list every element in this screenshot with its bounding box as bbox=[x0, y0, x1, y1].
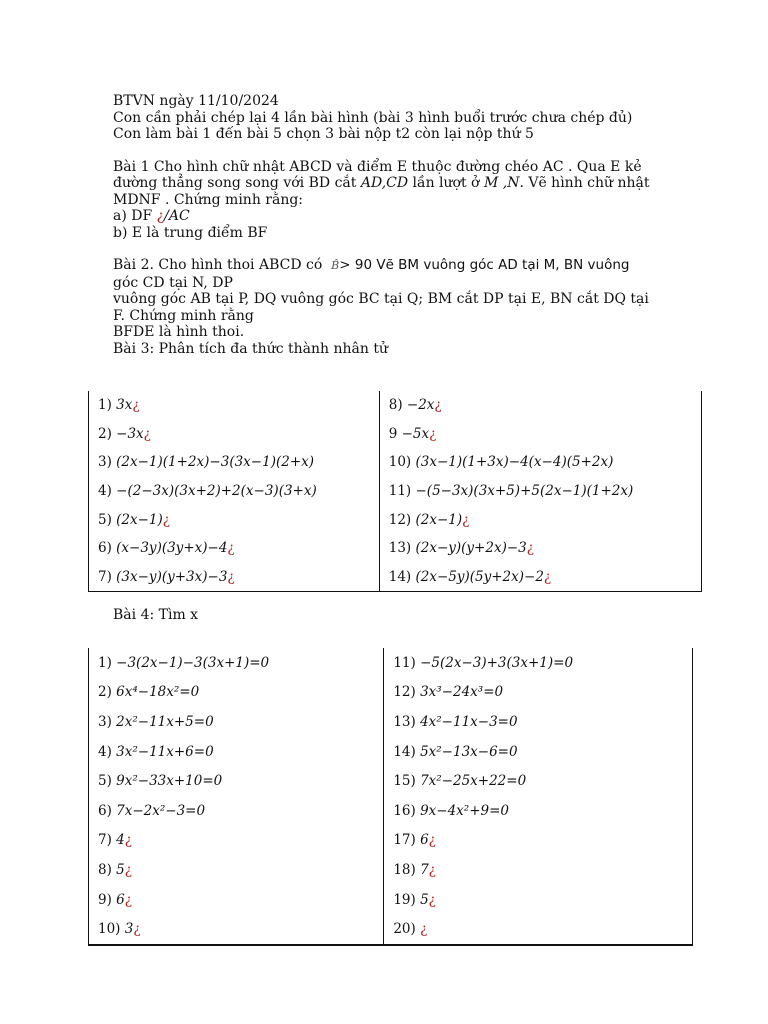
exercise-expression: (2x−5y)(5y+2x)−2 bbox=[415, 568, 544, 585]
table-row bbox=[89, 505, 702, 534]
exercise-cell bbox=[379, 391, 701, 420]
exercise-expression: 6 bbox=[420, 832, 429, 849]
exercise-cell bbox=[89, 766, 384, 796]
unrendered-glyph: ¿ bbox=[420, 921, 428, 938]
unrendered-glyph: ¿ bbox=[124, 861, 132, 878]
exercise-expression: 6 bbox=[116, 891, 125, 908]
exercise-cell bbox=[89, 826, 384, 856]
exercise-cell bbox=[379, 505, 701, 534]
exercise-number: 20) bbox=[393, 921, 421, 938]
unrendered-glyph: ¿ bbox=[526, 540, 534, 557]
unrendered-glyph: ¿ bbox=[227, 540, 235, 557]
exercise-expression: (2x−1) bbox=[116, 511, 163, 528]
exercise-cell bbox=[379, 563, 701, 592]
exercise-cell bbox=[384, 826, 693, 856]
exercise-cell bbox=[384, 766, 693, 796]
exercise-expression: 9x²−33x+10=0 bbox=[116, 773, 223, 790]
exercise-cell bbox=[89, 707, 384, 737]
unrendered-glyph: ¿ bbox=[162, 511, 171, 528]
bai1-part-b: b) E là trung điểm BF bbox=[113, 224, 268, 241]
exercise-expression: (2x−1)(1+2x)−3(3x−1)(2+x) bbox=[116, 454, 315, 471]
exercise-number: 13) bbox=[388, 540, 416, 557]
table-row bbox=[89, 648, 693, 678]
exercise-number: 10) bbox=[388, 454, 416, 471]
exercise-number: 1) bbox=[98, 654, 117, 671]
exercise-expression: 3x³−24x³=0 bbox=[420, 684, 504, 701]
exercise-expression: −2x bbox=[406, 397, 435, 414]
exercise-cell bbox=[89, 678, 384, 708]
exercise-cell bbox=[379, 477, 701, 506]
exercise-cell bbox=[384, 796, 693, 826]
bai1-part-a: a) DF ¿/AC bbox=[113, 208, 190, 224]
factoring-table bbox=[88, 391, 702, 592]
bai1-text: đường thẳng song song với BD cắt AD,CD lần lượt ở M ,N. Vẽ hình chữ nhật bbox=[113, 175, 650, 191]
exercise-cell bbox=[89, 737, 384, 767]
exercise-expression: (2x−y)(y+2x)−3 bbox=[415, 540, 527, 557]
table-row bbox=[89, 766, 693, 796]
exercise-expression: (x−3y)(3y+x)−4 bbox=[116, 540, 228, 557]
exercise-number: 16) bbox=[393, 802, 421, 819]
exercise-cell bbox=[89, 477, 380, 506]
exercise-number: 8) bbox=[98, 861, 117, 878]
exercise-number: 15) bbox=[393, 773, 421, 790]
table-row bbox=[89, 737, 693, 767]
exercise-expression: −3x bbox=[116, 425, 144, 442]
exercise-cell bbox=[89, 914, 384, 945]
exercise-expression: 5 bbox=[420, 891, 429, 908]
exercise-cell bbox=[379, 420, 701, 449]
exercise-number: 14) bbox=[388, 568, 416, 585]
exercise-expression: −(5−3x)(3x+5)+5(2x−1)(1+2x) bbox=[415, 483, 634, 500]
exercise-cell bbox=[384, 678, 693, 708]
unrendered-glyph: ¿ bbox=[543, 568, 552, 585]
exercise-number: 14) bbox=[393, 743, 421, 760]
exercise-number: 3) bbox=[98, 713, 117, 730]
exercise-cell bbox=[384, 737, 693, 767]
unrendered-glyph: ¿ bbox=[429, 425, 437, 442]
exercise-cell bbox=[384, 707, 693, 737]
bai1-text: Bài 1 Cho hình chữ nhật ABCD và điểm E thuộc đường chéo AC . Qua E kẻ bbox=[113, 158, 642, 175]
exercise-cell bbox=[89, 505, 380, 534]
exercise-number: 1) bbox=[98, 397, 117, 414]
table-row bbox=[89, 391, 702, 420]
table-row bbox=[89, 477, 702, 506]
exercise-number: 6) bbox=[98, 802, 117, 819]
exercise-number: 18) bbox=[393, 861, 421, 878]
table-row bbox=[89, 855, 693, 885]
bai2-text: góc CD tại N, DP bbox=[113, 274, 233, 291]
table-row bbox=[89, 707, 693, 737]
exercise-number: 4) bbox=[98, 743, 117, 760]
exercise-expression: 7 bbox=[420, 861, 429, 878]
exercise-expression: (3x−y)(y+3x)−3 bbox=[116, 568, 228, 585]
exercise-expression: −3(2x−1)−3(3x+1)=0 bbox=[116, 654, 270, 671]
exercise-expression: 6x⁴−18x²=0 bbox=[116, 684, 200, 701]
exercise-number: 7) bbox=[98, 568, 117, 585]
exercise-cell bbox=[89, 391, 380, 420]
exercise-cell bbox=[89, 796, 384, 826]
exercise-expression: 9x−4x²+9=0 bbox=[420, 802, 509, 819]
exercise-number: 19) bbox=[393, 891, 421, 908]
exercise-expression: 5x²−13x−6=0 bbox=[420, 743, 518, 760]
table-row bbox=[89, 678, 693, 708]
bai2-text: BFDE là hình thoi. bbox=[113, 324, 245, 340]
bai3-heading: Bài 3: Phân tích đa thức thành nhân tử bbox=[113, 340, 388, 357]
exercise-expression: 3 bbox=[124, 921, 134, 938]
exercise-number: 5) bbox=[98, 511, 117, 528]
table-row bbox=[89, 885, 693, 915]
exercise-expression: (2x−1) bbox=[415, 511, 463, 528]
exercise-number: 10) bbox=[98, 921, 125, 938]
homework-date: BTVN ngày 11/10/2024 bbox=[113, 93, 279, 109]
exercise-number: 11) bbox=[388, 483, 416, 500]
exercise-cell bbox=[384, 914, 693, 945]
exercise-number: 9 bbox=[388, 425, 402, 442]
unrendered-glyph: ¿ bbox=[434, 397, 442, 414]
exercise-number: 12) bbox=[393, 684, 421, 701]
find-x-table bbox=[88, 648, 693, 946]
exercise-number: 6) bbox=[98, 540, 117, 557]
unrendered-glyph: ¿ bbox=[124, 891, 132, 908]
unrendered-glyph: ¿ bbox=[428, 891, 436, 908]
instruction-line: Con cần phải chép lại 4 lần bài hình (bài 3 hình buổi trước chưa chép đủ) bbox=[113, 109, 633, 126]
exercise-number: 3) bbox=[98, 454, 117, 471]
unrendered-glyph: ¿ bbox=[428, 861, 436, 878]
unrendered-glyph: ¿ bbox=[133, 921, 141, 938]
exercise-expression: 3x bbox=[116, 397, 133, 414]
bai2-text: vuông góc AB tại P, DQ vuông góc BC tại Q; BM cắt DP tại E, BN cắt DQ tại bbox=[113, 291, 649, 307]
bai1-text: MDNF . Chứng minh rằng: bbox=[113, 191, 304, 208]
unrendered-glyph: ¿ bbox=[132, 397, 140, 414]
exercise-expression: 7x−2x²−3=0 bbox=[116, 802, 206, 819]
exercise-cell bbox=[379, 534, 701, 563]
bai2-text: Bài 2. Cho hình thoi ABCD có B̂> 90 Vẽ BM vuông góc AD tại M, BN vuông bbox=[113, 257, 630, 273]
intro-text bbox=[113, 93, 658, 357]
unrendered-glyph: ¿ bbox=[227, 568, 235, 585]
table-row bbox=[89, 448, 702, 477]
table-row bbox=[89, 826, 693, 856]
exercise-expression: −5(2x−3)+3(3x+1)=0 bbox=[420, 654, 574, 671]
exercise-cell bbox=[89, 534, 380, 563]
bai2-text: F. Chứng minh rằng bbox=[113, 307, 254, 324]
exercise-expression: −5x bbox=[401, 425, 430, 442]
exercise-cell bbox=[89, 855, 384, 885]
table-row bbox=[89, 796, 693, 826]
exercise-expression: 5 bbox=[116, 861, 125, 878]
exercise-number: 8) bbox=[388, 397, 407, 414]
exercise-expression: 4x²−11x−3=0 bbox=[420, 713, 518, 730]
exercise-number: 13) bbox=[393, 713, 421, 730]
unrendered-glyph: ¿ bbox=[462, 511, 470, 528]
exercise-number: 5) bbox=[98, 773, 117, 790]
unrendered-glyph: ¿ bbox=[428, 832, 436, 849]
exercise-cell bbox=[384, 648, 693, 678]
exercise-number: 4) bbox=[98, 483, 117, 500]
table-row bbox=[89, 914, 693, 945]
exercise-number: 11) bbox=[393, 654, 421, 671]
table-row bbox=[89, 534, 702, 563]
exercise-expression: (3x−1)(1+3x)−4(x−4)(5+2x) bbox=[415, 454, 614, 471]
exercise-number: 17) bbox=[393, 832, 421, 849]
exercise-number: 12) bbox=[388, 511, 416, 528]
instruction-line: Con làm bài 1 đến bài 5 chọn 3 bài nộp t2 còn lại nộp thứ 5 bbox=[113, 126, 534, 142]
exercise-number: 7) bbox=[98, 832, 117, 849]
exercise-number: 9) bbox=[98, 891, 117, 908]
exercise-expression: 2x²−11x+5=0 bbox=[116, 713, 214, 730]
exercise-expression: −(2−3x)(3x+2)+2(x−3)(3+x) bbox=[116, 483, 317, 500]
unrendered-glyph: ¿ bbox=[143, 425, 151, 442]
unrendered-glyph: ¿ bbox=[124, 832, 132, 849]
exercise-cell bbox=[89, 563, 380, 592]
exercise-cell bbox=[89, 885, 384, 915]
exercise-cell bbox=[89, 420, 380, 449]
table-row bbox=[89, 420, 702, 449]
table-row bbox=[89, 563, 702, 592]
bai4-heading: Bài 4: Tìm x bbox=[113, 607, 199, 623]
exercise-expression: 7x²−25x+22=0 bbox=[420, 773, 527, 790]
exercise-number: 2) bbox=[98, 425, 117, 442]
exercise-cell bbox=[384, 855, 693, 885]
exercise-number: 2) bbox=[98, 684, 117, 701]
exercise-expression: 3x²−11x+6=0 bbox=[116, 743, 214, 760]
exercise-expression: 4 bbox=[116, 832, 125, 849]
exercise-cell bbox=[89, 448, 380, 477]
exercise-cell bbox=[89, 648, 384, 678]
exercise-cell bbox=[379, 448, 701, 477]
exercise-cell bbox=[384, 885, 693, 915]
